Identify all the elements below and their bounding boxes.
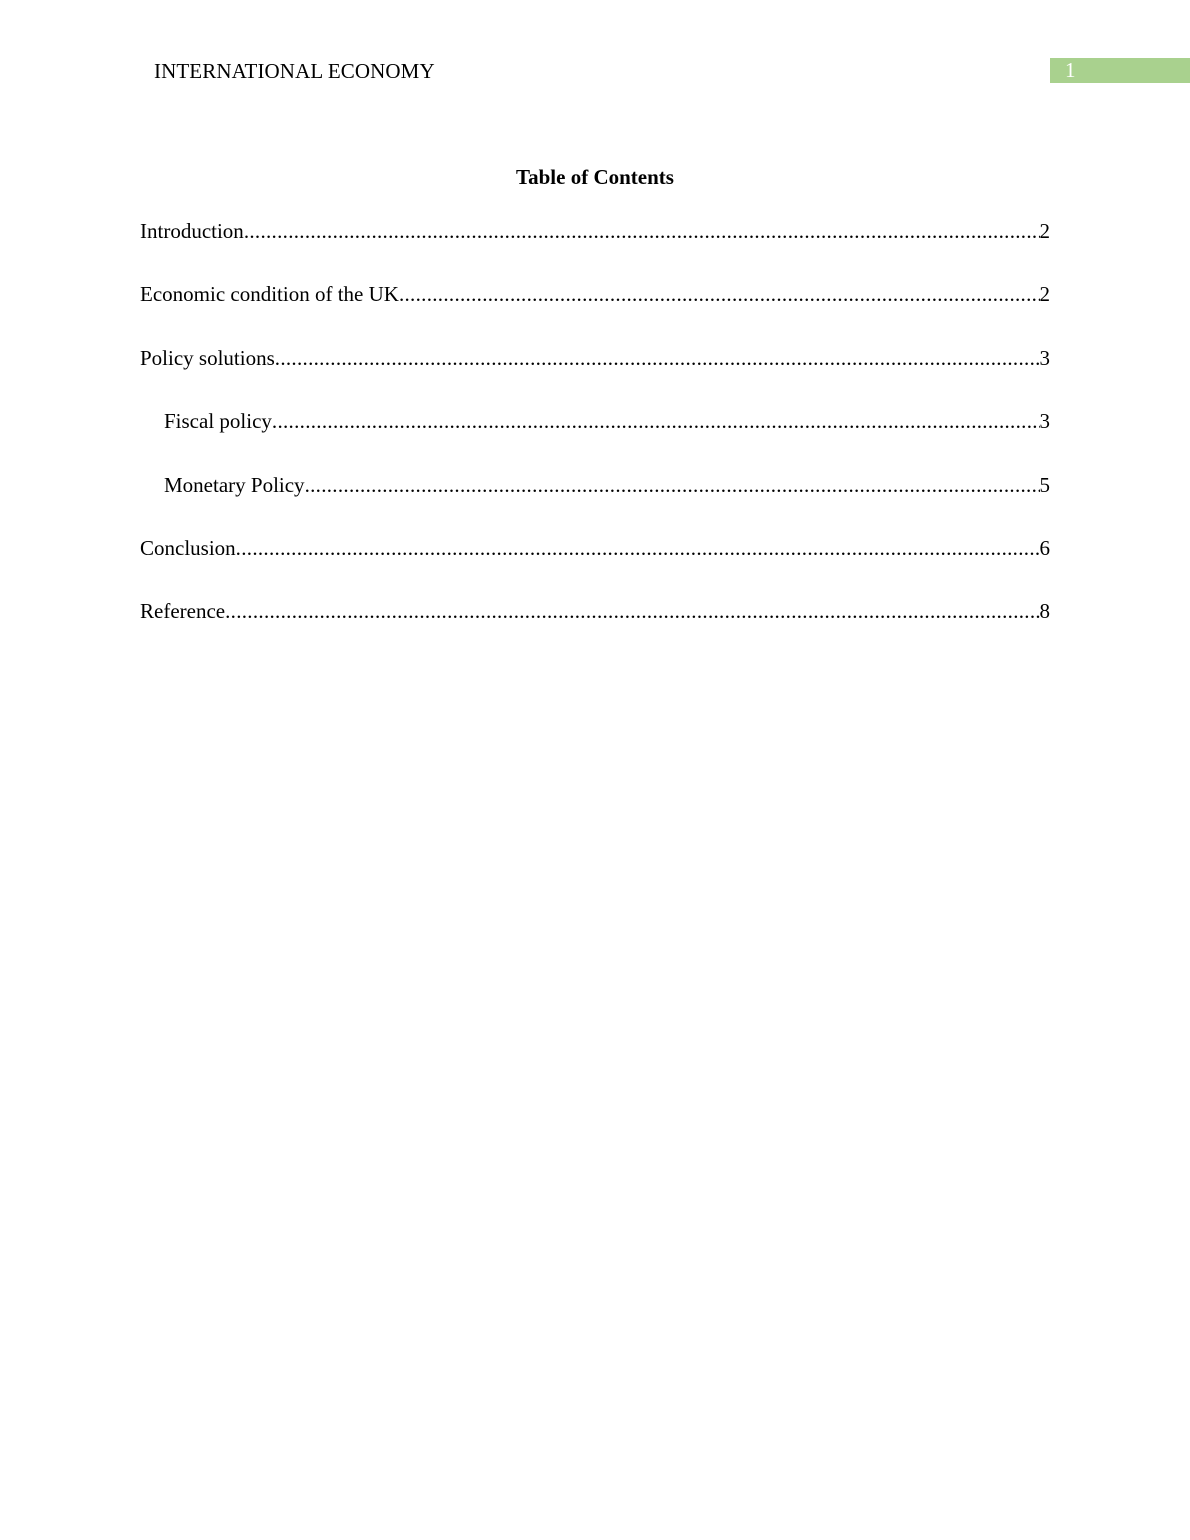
toc-dot-leader [225,596,1039,626]
toc-entry-page: 8 [1039,599,1050,624]
toc-entry-page: 2 [1039,282,1050,307]
toc-entry-label: Conclusion [140,535,236,560]
toc-entry-page: 6 [1039,535,1050,560]
toc-entry-label: Introduction [140,219,244,243]
toc-heading: Table of Contents [516,165,674,189]
toc-entry-page: 3 [1039,345,1050,370]
toc-entry-label: Monetary Policy [164,472,305,497]
toc-dot-leader [275,343,1040,373]
toc-entry-policy-solutions[interactable] [140,343,1050,406]
toc-entry-page: 3 [1039,409,1050,434]
running-header-title: INTERNATIONAL ECONOMY [154,59,435,83]
page-number: 1 [1065,58,1076,82]
toc-dot-leader [272,406,1040,436]
page-number-badge [1050,58,1190,83]
toc-dot-leader [244,216,1040,246]
toc-entry-monetary-policy[interactable] [140,470,1050,533]
toc-entry-label: Economic condition of the UK [140,282,399,307]
toc-entry-economic-condition[interactable] [140,279,1050,342]
table-of-contents [140,216,1050,660]
toc-entry-label: Fiscal policy [164,409,272,434]
toc-dot-leader [305,470,1040,500]
toc-dot-leader [399,279,1040,309]
toc-entry-reference[interactable] [140,596,1050,659]
toc-entry-label: Reference [140,599,226,624]
toc-entry-introduction[interactable] [140,216,1050,279]
toc-dot-leader [236,533,1040,563]
toc-entry-label: Policy solutions [140,345,275,370]
toc-entry-fiscal-policy[interactable] [140,406,1050,469]
toc-entry-page: 2 [1039,219,1050,243]
toc-entry-page: 5 [1039,472,1050,497]
toc-entry-conclusion[interactable] [140,533,1050,596]
